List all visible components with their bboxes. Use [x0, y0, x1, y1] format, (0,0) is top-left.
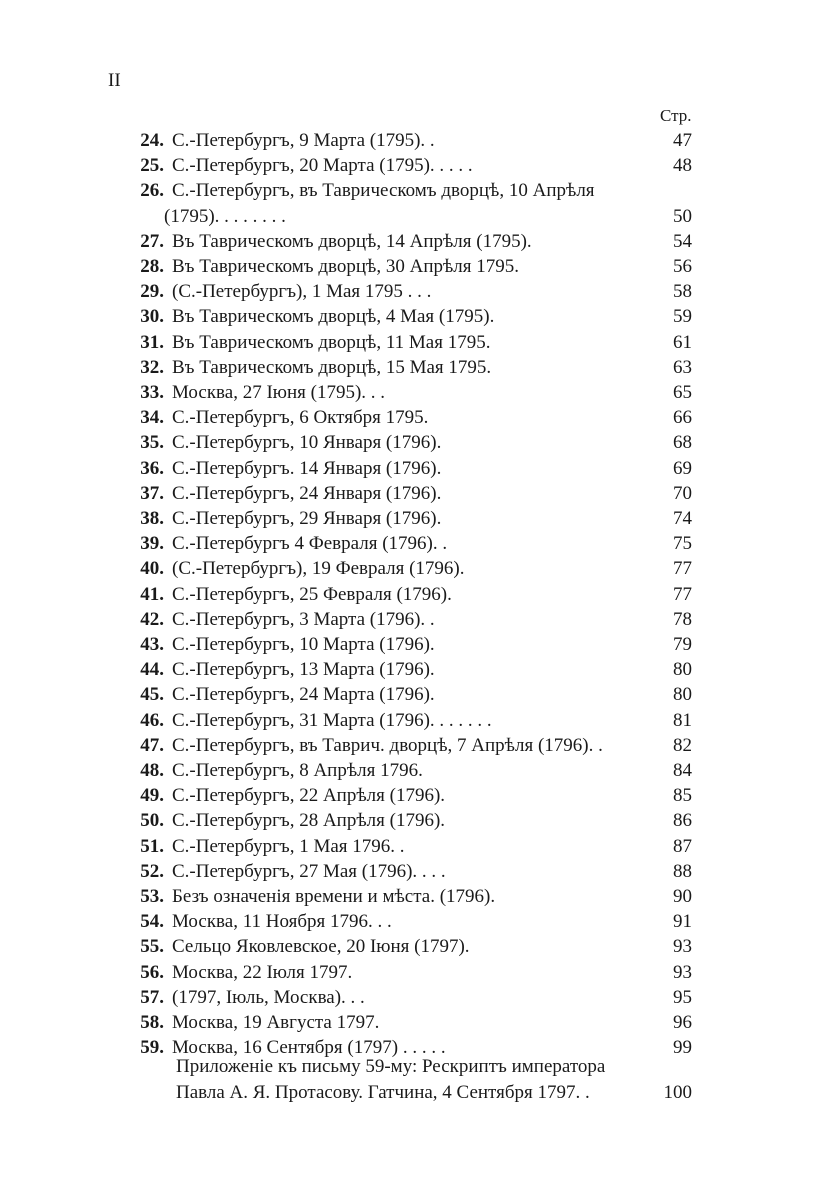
entry-number: 35.: [140, 432, 164, 454]
entry-number: 49.: [140, 785, 164, 807]
entry-title: С.-Петербургъ, 3 Марта (1796). .: [172, 608, 435, 630]
entry-number: 39.: [140, 533, 164, 555]
toc-entry: [0, 808, 840, 833]
toc-entry: [0, 556, 840, 581]
entry-title: Въ Таврическомъ дворцѣ, 14 Апрѣля (1795).: [172, 230, 532, 252]
entry-page: 88: [673, 860, 692, 882]
toc-entry: [0, 430, 840, 455]
toc-entry: [0, 607, 840, 632]
entry-page: 80: [673, 659, 692, 681]
entry-number: 41.: [140, 583, 164, 605]
entry-number: 33.: [140, 382, 164, 403]
entry-number: 24.: [140, 130, 164, 151]
entry-page: 65: [673, 382, 692, 403]
toc-entry: [0, 582, 840, 607]
toc-entry: [0, 733, 840, 758]
entry-number: 37.: [140, 482, 164, 504]
page-column-label: Стр.: [660, 106, 692, 125]
entry-title: С.-Петербургъ, 6 Октября 1795.: [172, 407, 429, 429]
entry-page: 78: [673, 608, 692, 630]
entry-page: 93: [673, 961, 692, 983]
toc-entry: [0, 355, 840, 380]
appendix-page: 100: [663, 1082, 692, 1103]
toc-entry: [0, 632, 840, 657]
toc-entry-continuation: [0, 204, 840, 229]
entry-title: С.-Петербургъ 4 Февраля (1796). .: [172, 533, 448, 555]
entry-title: Москва, 27 Іюня (1795). . .: [172, 382, 386, 403]
entry-number: 48.: [140, 760, 164, 781]
entry-number: 25.: [140, 155, 164, 177]
entry-page: 85: [673, 785, 692, 807]
page-number: II: [108, 70, 121, 91]
entry-title: Москва, 16 Сентября (1797) . . . . .: [172, 1037, 446, 1059]
toc-entry: [0, 128, 840, 153]
entry-page: 69: [673, 457, 692, 479]
entry-number: 36.: [140, 457, 164, 479]
entry-number: 54.: [140, 911, 164, 933]
entry-page: 63: [673, 356, 692, 378]
toc-entry: [0, 481, 840, 506]
entry-title: С.-Петербургъ, 20 Марта (1795). . . . .: [172, 155, 473, 177]
toc-entry: [0, 783, 840, 808]
entry-number: 28.: [140, 256, 164, 277]
toc-entry: [0, 531, 840, 556]
entry-page: 91: [673, 911, 692, 933]
entry-title: С.-Петербургъ, 27 Мая (1796). . . .: [172, 860, 446, 882]
toc-entry: [0, 153, 840, 178]
entry-title: (С.-Петербургъ), 19 Февраля (1796).: [172, 558, 465, 580]
entry-page: 75: [673, 533, 692, 555]
toc-entry: [0, 330, 840, 355]
entry-number: 42.: [140, 608, 164, 630]
entry-page: 79: [673, 634, 692, 655]
entry-page: 54: [673, 230, 692, 252]
appendix-line-1: Приложеніе къ письму 59-му: Рескриптъ императора: [176, 1056, 606, 1077]
entry-title: Безъ означенія времени и мѣста. (1796).: [172, 886, 496, 907]
entry-number: 56.: [140, 961, 164, 983]
toc-entry: [0, 405, 840, 430]
entry-number: 53.: [140, 886, 164, 907]
toc-entry: [0, 304, 840, 329]
entry-title: Москва, 11 Ноября 1796. . .: [172, 911, 392, 933]
entry-page: 81: [673, 709, 692, 731]
entry-number: 27.: [140, 230, 164, 252]
entry-page: 66: [673, 407, 692, 429]
toc-entry: [0, 682, 840, 707]
appendix-line-2: Павла А. Я. Протасову. Гатчина, 4 Сентября 1797. .: [176, 1082, 590, 1103]
toc-entry: [0, 506, 840, 531]
entry-page: 93: [673, 936, 692, 958]
entry-title: С.-Петербургъ, 29 Января (1796).: [172, 508, 442, 529]
entry-title: С.-Петербургъ, въ Таврическомъ дворцѣ, 10 Апрѣля: [172, 180, 595, 202]
entry-page: 61: [673, 331, 692, 353]
entry-title: (С.-Петербургъ), 1 Мая 1795 . . .: [172, 281, 432, 303]
toc-entry: [0, 985, 840, 1010]
entry-title: (1797, Іюль, Москва). . .: [172, 986, 365, 1008]
toc-entry: [0, 834, 840, 859]
entry-page: 68: [673, 432, 692, 454]
toc-entry: [0, 909, 840, 934]
entry-page: 56: [673, 256, 692, 277]
entry-page: 84: [673, 760, 692, 781]
entry-title: С.-Петербургъ, 28 Апрѣля (1796).: [172, 810, 446, 832]
toc-entry: [0, 859, 840, 884]
entry-page: 82: [673, 734, 692, 756]
entry-page: 48: [673, 155, 692, 177]
entry-title-continuation: (1795). . . . . . . .: [164, 205, 286, 227]
toc-entry: [0, 254, 840, 279]
entry-page: 77: [673, 583, 692, 605]
entry-number: 51.: [140, 835, 164, 857]
entry-number: 58.: [140, 1012, 164, 1033]
entry-number: 45.: [140, 684, 164, 706]
entry-title: С.-Петербургъ, въ Таврич. дворцѣ, 7 Апрѣля (1796). .: [172, 734, 603, 756]
entry-title: С.-Петербургъ, 1 Мая 1796. .: [172, 835, 405, 857]
toc-entry: [0, 657, 840, 682]
entry-title: С.-Петербургъ, 22 Апрѣля (1796).: [172, 785, 446, 807]
entry-number: 43.: [140, 634, 164, 655]
entry-number: 32.: [140, 356, 164, 378]
entry-page: 96: [673, 1012, 692, 1033]
toc-entry: [0, 456, 840, 481]
entry-title: Въ Таврическомъ дворцѣ, 15 Мая 1795.: [172, 356, 492, 378]
entry-title: С.-Петербургъ, 13 Марта (1796).: [172, 659, 435, 681]
entry-title: С.-Петербургъ, 24 Января (1796).: [172, 482, 442, 504]
entry-title: С.-Петербургъ, 8 Апрѣля 1796.: [172, 760, 423, 781]
entry-title: С.-Петербургъ, 10 Января (1796).: [172, 432, 442, 454]
entry-title: С.-Петербургъ, 25 Февраля (1796).: [172, 583, 452, 605]
entry-page: 47: [673, 130, 692, 151]
entry-number: 52.: [140, 860, 164, 882]
entry-number: 55.: [140, 936, 164, 958]
toc-entry: [0, 934, 840, 959]
entry-number: 59.: [140, 1037, 164, 1059]
entry-number: 34.: [140, 407, 164, 429]
entry-number: 40.: [140, 558, 164, 580]
entry-title: Въ Таврическомъ дворцѣ, 4 Мая (1795).: [172, 306, 495, 328]
entry-title: С.-Петербургъ. 14 Января (1796).: [172, 457, 442, 479]
entry-page: 59: [673, 306, 692, 328]
toc-entry: [0, 279, 840, 304]
toc-entry: [0, 380, 840, 405]
entry-number: 38.: [140, 508, 164, 529]
toc-entry: [0, 229, 840, 254]
entry-title: Москва, 19 Августа 1797.: [172, 1012, 380, 1033]
toc-entry: [0, 884, 840, 909]
toc-entry: [0, 960, 840, 985]
entry-number: 26.: [140, 180, 164, 202]
entry-page: 58: [673, 281, 692, 303]
entry-title: С.-Петербургъ, 31 Марта (1796). . . . . . .: [172, 709, 492, 731]
entry-title: Сельцо Яковлевское, 20 Іюня (1797).: [172, 936, 470, 958]
entry-page: 99: [673, 1037, 692, 1059]
entry-number: 47.: [140, 734, 164, 756]
entry-title: С.-Петербургъ, 9 Марта (1795). .: [172, 130, 435, 151]
entry-number: 30.: [140, 306, 164, 328]
entry-title: Въ Таврическомъ дворцѣ, 11 Мая 1795.: [172, 331, 491, 353]
toc-entry: [0, 708, 840, 733]
entry-number: 57.: [140, 986, 164, 1008]
entry-title: С.-Петербургъ, 10 Марта (1796).: [172, 634, 435, 655]
entry-number: 31.: [140, 331, 164, 353]
entry-page: 87: [673, 835, 692, 857]
entry-page: 80: [673, 684, 692, 706]
entry-number: 29.: [140, 281, 164, 303]
toc-entry: [0, 1010, 840, 1035]
entry-page: 74: [673, 508, 692, 529]
entry-number: 46.: [140, 709, 164, 731]
entry-title: Въ Таврическомъ дворцѣ, 30 Апрѣля 1795.: [172, 256, 520, 277]
entry-number: 50.: [140, 810, 164, 832]
entry-page: 70: [673, 482, 692, 504]
entry-title: Москва, 22 Іюля 1797.: [172, 961, 353, 983]
entry-page: 77: [673, 558, 692, 580]
entry-page: 86: [673, 810, 692, 832]
entry-page: 90: [673, 886, 692, 907]
toc-entry: [0, 758, 840, 783]
toc-entry: [0, 178, 840, 203]
entry-page: 95: [673, 986, 692, 1008]
entry-page: 50: [673, 205, 692, 227]
entry-title: С.-Петербургъ, 24 Марта (1796).: [172, 684, 435, 706]
entry-number: 44.: [140, 659, 164, 681]
